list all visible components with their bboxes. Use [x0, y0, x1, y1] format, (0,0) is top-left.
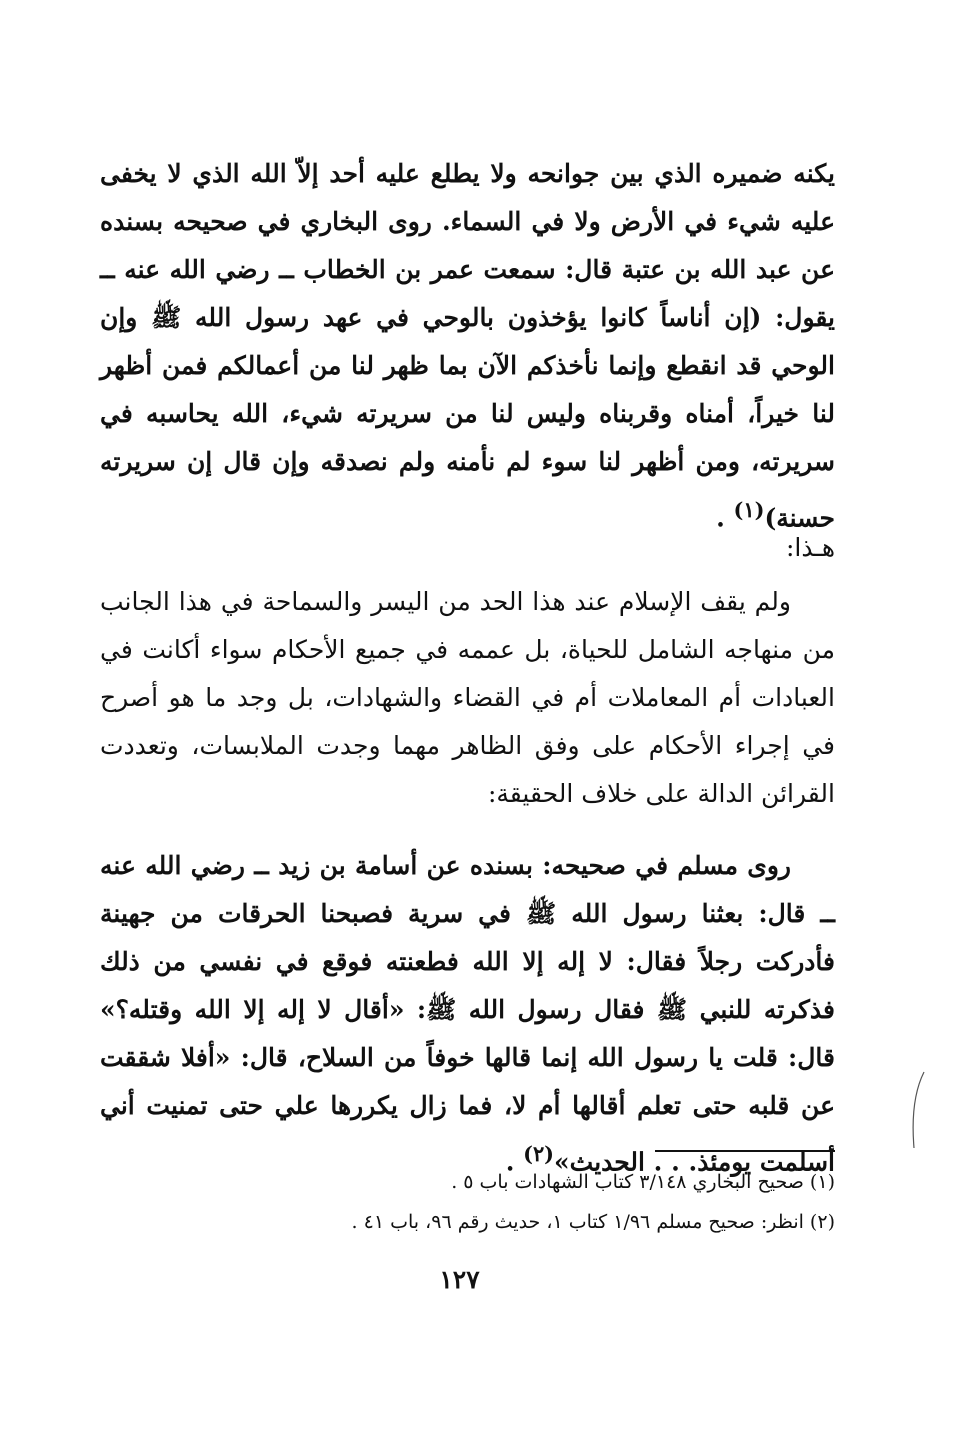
paragraph-explanation: ولم يقف الإسلام عند هذا الحد من اليسر والسماحة في هذا الجانب من منهاجه الشامل للحياة، بل عممه في جميع الأحكام سواء أكانت في العبادات أم المعاملات أم في القضاء والشهادات، بل وجد ما هو أصرح في إجراء الأحكام على وفق الظاهر مهما وجدت الملابسات، وتعددت القرائن الدالة على خلاف الحقيقة:: [100, 587, 835, 808]
footnotes: [100, 1162, 835, 1242]
paragraph-text: يكنه ضميره الذي بين جوانحه ولا يطلع عليه أحد إلاّ الله الذي لا يخفى عليه شيء في الأرض ولا في السماء. روى البخاري في صحيحه بسنده عن عبد الله بن عتبة قال: سمعت عمر بن الخطاب ــ رضي الله عنه ــ يقول: (إن أناساً كانوا يؤخذون بالوحي في عهد رسول الله ﷺ وإن الوحي قد انقطع وإنما نأخذكم الآن بما ظهر لنا من أعمالكم فمن أظهر لنا خيراً، أمناه وقربناه وليس لنا من سريرته شيء، الله يحاسبه في سريرته، ومن أظهر لنا سوء لم نأمنه ولم نصدقه وإن قال إن سريرته حسنة): [100, 159, 835, 533]
paragraph-text: روى مسلم في صحيحه: بسنده عن أسامة بن زيد ــ رضي الله عنه ــ قال: بعثنا رسول الله ﷺ في سرية فصبحنا الحرقات من جهينة فأدركت رجلاً فقال: لا إله إلا الله فطعنته فوقع في نفسي من ذلك فذكرته للنبي ﷺ فقال رسول الله ﷺ: «أقال لا إله إلا الله وقتله؟» قال: قلت يا رسول الله إنما قالها خوفاً من السلاح، قال: «أفلا شققت عن قلبه حتى تعلم أقالها أم لا، فما زال يكررها علي حتى تمنيت أني أسلمت يومئذ. . . الحديث»: [100, 851, 835, 1177]
margin-pencil-mark: [906, 1070, 926, 1150]
page-number: ١٢٧: [439, 1265, 480, 1294]
section-heading: هـذا:: [786, 533, 835, 562]
paragraph-quote-umar: [100, 150, 835, 533]
footnote-divider: [655, 1150, 835, 1152]
paragraph-end: .: [505, 1147, 524, 1177]
page-body: [100, 150, 835, 1186]
paragraph-end: .: [716, 503, 734, 533]
footnote-2: (٢) انظر: صحيح مسلم ١/٩٦ كتاب ١، حديث رقم ٩٦، باب ٤١ .: [351, 1211, 835, 1233]
paragraph-hadith-usama: [100, 842, 835, 1186]
footnote-1: (١) صحيح البخاري ٣/١٤٨ كتاب الشهادات باب ٥ .: [451, 1171, 835, 1193]
footnote-ref-1[interactable]: (١): [733, 497, 765, 522]
footnote-ref-2[interactable]: (٢): [523, 1141, 555, 1166]
